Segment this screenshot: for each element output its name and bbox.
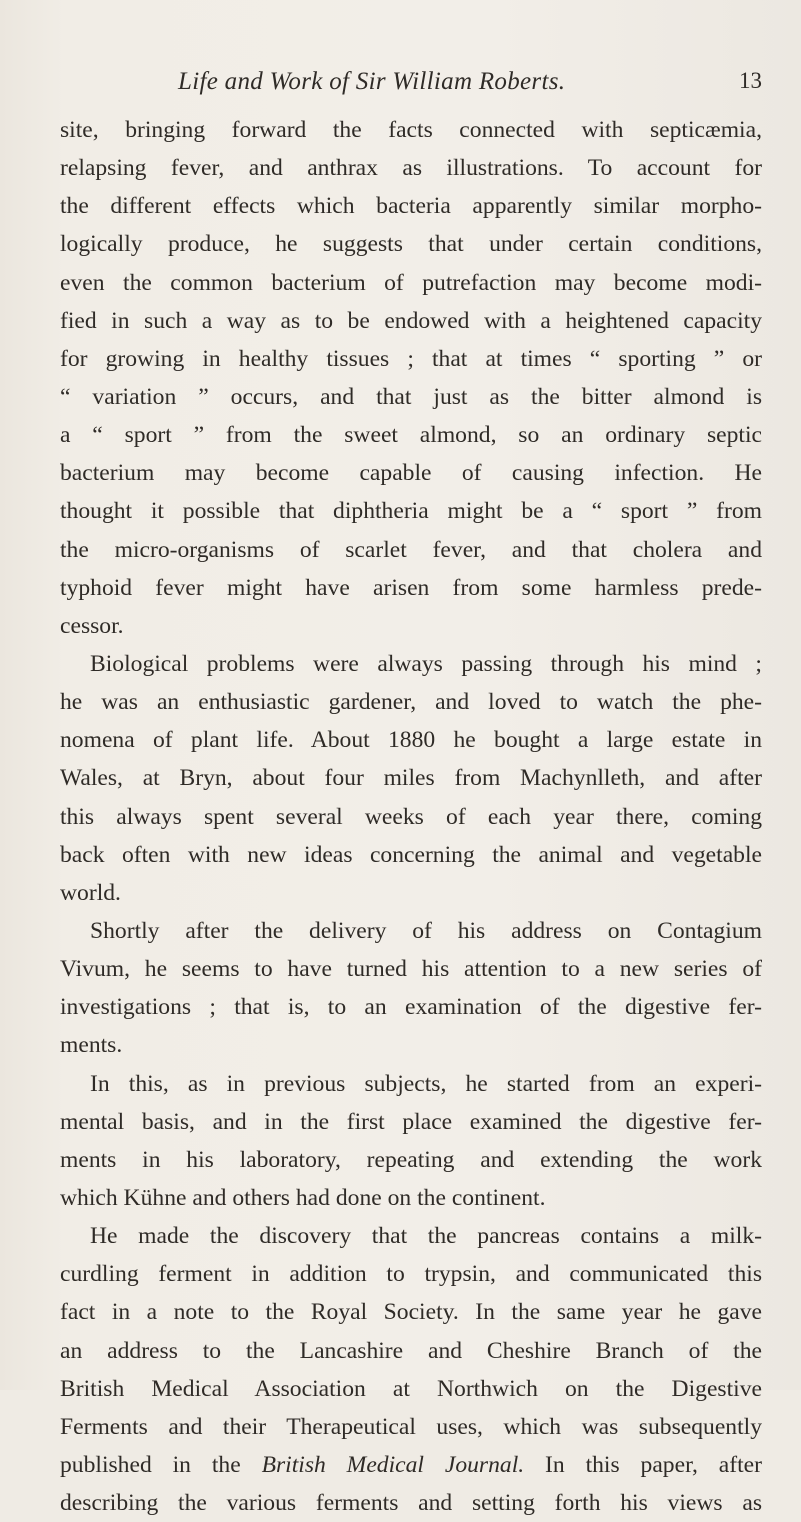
text-line: Ferments and their Therapeutical uses, which was subsequently	[60, 1413, 762, 1440]
text-line: fact in a note to the Royal Society. In the same year he gave	[60, 1299, 762, 1326]
text-line: the different effects which bacteria apparently similar morpho-	[60, 193, 762, 220]
text-line: for growing in healthy tissues ; that at times “ sporting ” or	[60, 345, 762, 372]
text-line: typhoid fever might have arisen from some harmless prede-	[60, 574, 762, 601]
text-line: he was an enthusiastic gardener, and loved to watch the phe-	[60, 689, 762, 716]
text-line: logically produce, he suggests that under certain conditions,	[60, 231, 762, 258]
text-line: ments in his laboratory, repeating and extending the work	[60, 1146, 762, 1173]
text-line: He made the discovery that the pancreas contains a milk-	[90, 1223, 762, 1250]
text-fragment: published in the	[60, 1451, 262, 1478]
text-line: Vivum, he seems to have turned his attention to a new series of	[60, 956, 762, 983]
running-title: Life and Work of Sir William Roberts.	[178, 68, 566, 95]
text-line: site, bringing forward the facts connected with septicæmia,	[60, 117, 762, 143]
text-line: “ variation ” occurs, and that just as the bitter almond is	[60, 383, 762, 410]
text-line	[60, 1446, 762, 1484]
journal-title: British Medical Journal.	[261, 1451, 525, 1478]
text-line: which Kühne and others had done on the continent.	[60, 1184, 546, 1211]
text-line: back often with new ideas concerning the animal and vegetable	[60, 841, 762, 868]
text-line: an address to the Lancashire and Cheshire Branch of the	[60, 1337, 762, 1364]
text-line: British Medical Association at Northwich on the Digestive	[60, 1375, 762, 1402]
text-line: curdling ferment in addition to trypsin, and communicated this	[60, 1261, 762, 1288]
text-line: In this, as in previous subjects, he started from an experi-	[90, 1070, 762, 1097]
text-line: relapsing fever, and anthrax as illustrations. To account for	[60, 155, 762, 182]
text-line: bacterium may become capable of causing infection. He	[60, 460, 762, 487]
text-line: even the common bacterium of putrefaction may become modi-	[60, 269, 762, 296]
text-line: a “ sport ” from the sweet almond, so an ordinary septic	[60, 422, 762, 449]
text-line: the micro-organisms of scarlet fever, and that cholera and	[60, 536, 762, 563]
text-line: this always spent several weeks of each year there, coming	[60, 803, 762, 830]
text-line: Wales, at Bryn, about four miles from Machynlleth, and after	[60, 765, 762, 792]
text-fragment: In this paper, after	[524, 1451, 762, 1478]
text-line: world.	[60, 879, 121, 906]
text-line: Shortly after the delivery of his address on Contagium	[90, 917, 762, 944]
text-line: investigations ; that is, to an examination of the digestive fer-	[60, 994, 762, 1021]
text-line: mental basis, and in the first place examined the digestive fer-	[60, 1108, 762, 1135]
page-number: 13	[739, 68, 762, 93]
text-line: ments.	[60, 1032, 123, 1059]
body-text	[60, 111, 762, 1522]
page-header	[60, 66, 762, 106]
text-line: thought it possible that diphtheria might be a “ sport ” from	[60, 498, 762, 525]
text-line: nomena of plant life. About 1880 he bought a large estate in	[60, 727, 762, 754]
text-line: cessor.	[60, 612, 124, 639]
text-line: describing the various ferments and setting forth his views as	[60, 1490, 762, 1517]
text-line: fied in such a way as to be endowed with a heightened capacity	[60, 307, 762, 334]
text-line: Biological problems were always passing through his mind ;	[90, 650, 762, 677]
